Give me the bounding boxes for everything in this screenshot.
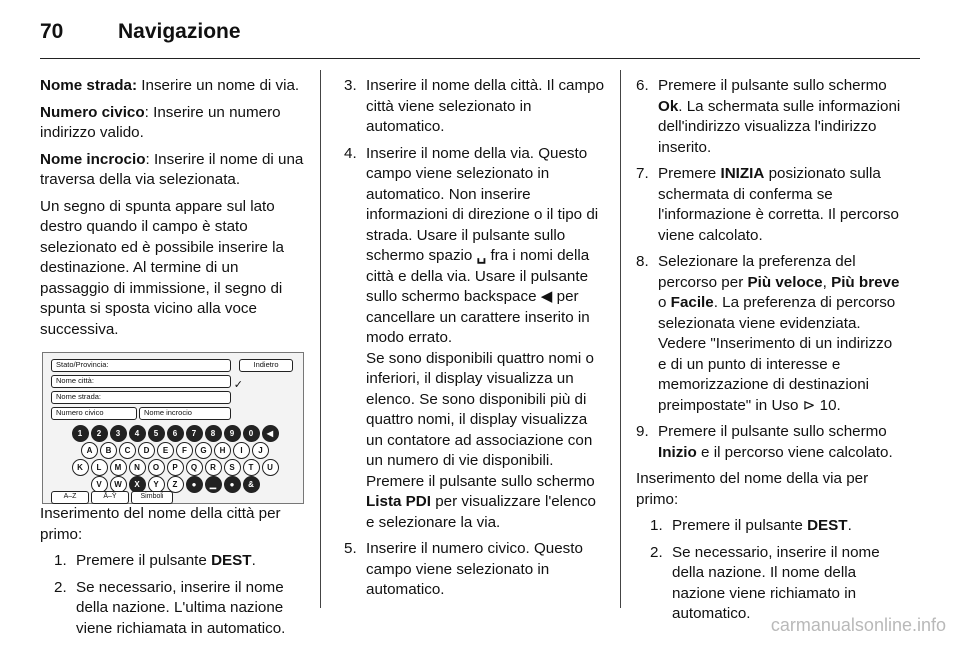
keyboard-key: W <box>110 476 127 493</box>
page-ref-icon: ⊳ <box>802 396 816 414</box>
keyboard-key: Y <box>148 476 165 493</box>
field-crossing: Nome incrocio <box>139 407 231 420</box>
keyboard-key: & <box>243 476 260 493</box>
column-2 <box>344 76 606 607</box>
step: 4. Inserire il nome della via. Questo campo viene selezionato in automatico. Non inserire informazioni di direzione o il tipo di strada. Usare il pulsante sullo schermo spazio ␣ fra i nomi della città e della via. Usare il pulsante sullo schermo backspace ◀ per cancellare un carattere inserito in modo errato. Se sono disponibili quattro nomi o inferiori, il display visualizza un elenco. Se sono disponibili più di quattro nomi, il display visualizza un contatore ad associazione con un numero di vie disponibili. Premere il pulsante sullo schermo Lista PDI per visualizzare l'elenco e selezionare la via. <box>344 144 606 534</box>
step: 3. Inserire il nome della città. Il campo città viene selezionato in automatico. <box>344 77 605 135</box>
field-city: Nome città: <box>51 375 231 388</box>
keyboard-key: P <box>167 459 184 476</box>
page-number: 70 <box>40 20 64 43</box>
keyboard-key: L <box>91 459 108 476</box>
keyboard-key: 4 <box>129 425 146 442</box>
paragraph: Un segno di spunta appare sul lato destro quando il campo è stato selezionato ed è possibile inserire la destinazione. Al termine di un passaggio di immissione, il segno di spunta si sposta vicino alla voce successiva. <box>40 197 284 338</box>
keyboard-key: F <box>176 442 193 459</box>
keyboard-key: C <box>119 442 136 459</box>
step: 7. Premere INIZIA posizionato sulla schermata di conferma se l'informazione è corretta. Il percorso viene calcolato. <box>636 165 899 244</box>
step: 1. Premere il pulsante DEST. <box>54 552 256 569</box>
caption: Inserimento del nome della città per primo: <box>40 505 281 543</box>
keyboard-key: J <box>252 442 269 459</box>
paragraph: Se sono disponibili quattro nomi o inferiori, il display visualizza un elenco. Se sono disponibili più di quattro nomi, il display visualizza un contatore ad associazione con un numero di vie disponibili. Premere il pulsante sullo schermo Lista PDI per visualizzare l'elenco e selezionare la via. <box>366 349 596 531</box>
keyboard-key: U <box>262 459 279 476</box>
keyboard-key: V <box>91 476 108 493</box>
space-icon: ␣ <box>476 247 487 264</box>
column-divider <box>620 70 621 608</box>
keyboard-key: Q <box>186 459 203 476</box>
keyboard-row <box>61 459 289 476</box>
keyboard-key: D <box>138 442 155 459</box>
step: 2. Se necessario, inserire il nome della nazione. L'ultima nazione viene richiamata in automatico. <box>54 578 286 637</box>
keyboard-key: N <box>129 459 146 476</box>
field-description: Nome strada: Inserire un nome di via. <box>40 77 300 94</box>
keyboard-key: O <box>148 459 165 476</box>
keyboard-key: K <box>72 459 89 476</box>
step: 1. Premere il pulsante DEST. <box>650 517 852 534</box>
keyboard-key: 9 <box>224 425 241 442</box>
field-house-number: Numero civico <box>51 407 137 420</box>
symbols-button: Simboli <box>131 491 173 504</box>
keyboard-key: I <box>233 442 250 459</box>
header-rule <box>40 58 920 59</box>
step: 2. Se necessario, inserire il nome della nazione. Il nome della nazione viene richiamato in automatico. <box>650 543 880 622</box>
keyboard-key: 0 <box>243 425 260 442</box>
keyboard-key: ● <box>186 476 203 493</box>
page-title: Navigazione <box>118 20 241 43</box>
accented-button: Ā–Ÿ <box>91 491 129 504</box>
backspace-icon: ◀ <box>540 288 553 305</box>
keyboard-key: Z <box>167 476 184 493</box>
keyboard-key: A <box>81 442 98 459</box>
keyboard-key: 5 <box>148 425 165 442</box>
keyboard-key: 8 <box>205 425 222 442</box>
watermark: carmanualsonline.info <box>770 615 946 635</box>
keyboard-key: 3 <box>110 425 127 442</box>
paragraph: Inserimento del nome della via per primo: <box>636 470 869 508</box>
step: 8. Selezionare la preferenza del percorso per Più veloce, Più breve o Facile. La preferenza di percorso selezionata viene evidenziata. Vedere "Inserimento di un indirizzo e di un punto di interesse e memorizzazione di destinazioni preimpostate" in Uso ⊳ 10. <box>636 253 900 414</box>
checkmark-icon: ✓ <box>233 379 243 391</box>
column-3 <box>636 76 902 631</box>
column-divider <box>320 70 321 608</box>
step: 9. Premere il pulsante sullo schermo Inizio e il percorso viene calcolato. <box>636 423 893 461</box>
keyboard-key: R <box>205 459 222 476</box>
keyboard-key: ◀ <box>262 425 279 442</box>
keyboard-key: H <box>214 442 231 459</box>
keyboard-key: M <box>110 459 127 476</box>
keyboard-key: ▁ <box>205 476 222 493</box>
field-state: Stato/Provincia: <box>51 359 231 372</box>
keyboard-key: G <box>195 442 212 459</box>
keyboard-key: 1 <box>72 425 89 442</box>
field-street: Nome strada: <box>51 391 231 404</box>
keyboard-key: S <box>224 459 241 476</box>
step: 6. Premere il pulsante sullo schermo Ok. La schermata sulle informazioni dell'indirizzo visualizza l'indirizzo inserito. <box>636 77 901 156</box>
field-description: Numero civico: Inserire un numero indirizzo valido. <box>40 103 281 141</box>
keyboard-key: B <box>100 442 117 459</box>
keyboard-row <box>61 442 289 459</box>
keyboard-key: 7 <box>186 425 203 442</box>
keyboard-key: 2 <box>91 425 108 442</box>
keyboard-key: X <box>129 476 146 493</box>
keyboard-key: 6 <box>167 425 184 442</box>
step: 5. Inserire il numero civico. Questo campo viene selezionato in automatico. <box>344 540 583 598</box>
field-description: Nome incrocio: Inserire il nome di una traversa della via selezionata. <box>40 150 304 188</box>
keyboard-key: ● <box>224 476 241 493</box>
keyboard-row <box>61 425 289 442</box>
keyboard-key: E <box>157 442 174 459</box>
back-button: Indietro <box>239 359 293 372</box>
keyboard-screen-illustration <box>42 352 304 504</box>
keyboard-key: T <box>243 459 260 476</box>
az-button: A–Z <box>51 491 89 504</box>
column-1 <box>40 76 308 645</box>
